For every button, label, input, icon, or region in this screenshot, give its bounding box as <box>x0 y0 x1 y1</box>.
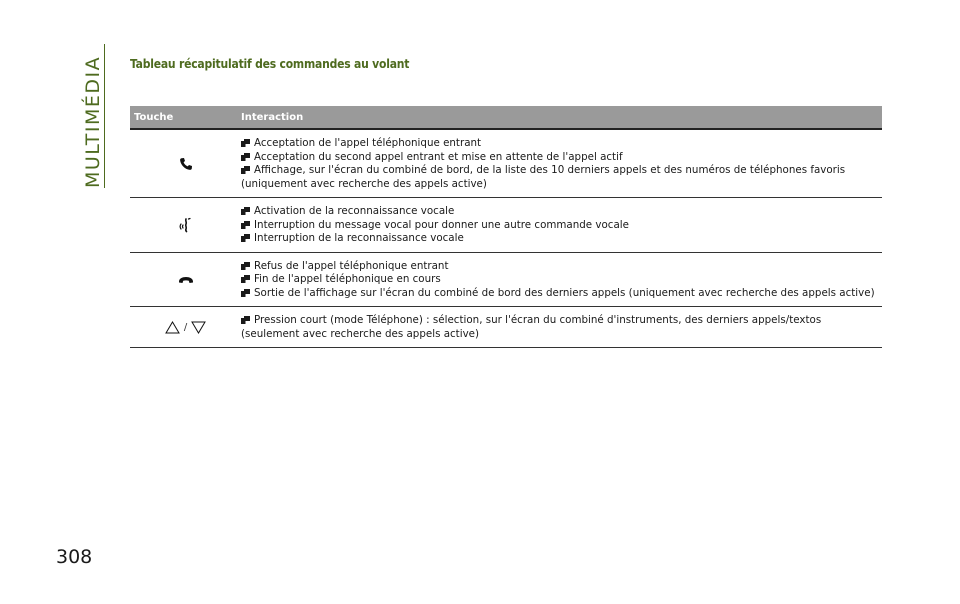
header-action: Interaction <box>241 111 304 123</box>
page-number: 308 <box>56 546 93 568</box>
table-row <box>130 198 882 253</box>
list-item: Sortie de l'affichage sur l'écran du combiné de bord des derniers appels (uniquement avec recherche des appels active) <box>241 287 882 301</box>
list-item: Interruption de la reconnaissance vocale <box>241 232 882 246</box>
list-item: Activation de la reconnaissance vocale <box>241 205 882 219</box>
list-item: Acceptation du second appel entrant et mise en attente de l'appel actif <box>241 151 882 165</box>
key-cell <box>130 137 241 191</box>
bullet-icon <box>241 262 250 270</box>
table-header <box>130 106 882 130</box>
list-item: Fin de l'appel téléphonique en cours <box>241 273 882 287</box>
action-cell <box>241 314 882 341</box>
separator: / <box>183 322 188 333</box>
table-row <box>130 307 882 348</box>
list-item: Affichage, sur l'écran du combiné de bord, de la liste des 10 derniers appels et des numéros de téléphones favoris (uniquement avec recherche des appels active) <box>241 164 846 190</box>
bullet-icon <box>241 166 250 174</box>
down-arrow-icon <box>191 321 206 334</box>
phone-hangup-icon <box>178 275 194 285</box>
table-row <box>130 130 882 198</box>
action-cell <box>241 205 882 246</box>
bullet-icon <box>241 289 250 297</box>
table-title: Tableau récapitulatif des commandes au volant <box>130 57 410 71</box>
bullet-icon <box>241 316 250 324</box>
action-cell <box>241 137 882 191</box>
voice-command-icon <box>178 217 194 233</box>
list-item: Refus de l'appel téléphonique entrant <box>241 260 882 274</box>
bullet-icon <box>241 275 250 283</box>
bullet-icon <box>241 153 250 161</box>
bullet-icon <box>241 139 250 147</box>
key-cell <box>130 260 241 301</box>
controls-table <box>130 106 882 348</box>
list-item: Pression court (mode Téléphone) : sélection, sur l'écran du combiné d'instruments, des derniers appels/textos (seulement avec recherche des appels active) <box>241 314 822 340</box>
list-item: Interruption du message vocal pour donner une autre commande vocale <box>241 219 882 233</box>
header-key: Touche <box>134 111 174 123</box>
section-label: MULTIMÉDIA <box>82 55 104 188</box>
bullet-icon <box>241 234 250 242</box>
action-cell <box>241 260 882 301</box>
section-rule <box>104 44 105 188</box>
list-item: Acceptation de l'appel téléphonique entrant <box>241 137 882 151</box>
bullet-icon <box>241 221 250 229</box>
key-cell <box>130 205 241 246</box>
up-arrow-icon <box>165 321 180 334</box>
table-row <box>130 253 882 308</box>
bullet-icon <box>241 207 250 215</box>
key-cell <box>130 314 241 341</box>
phone-answer-icon <box>179 157 193 171</box>
